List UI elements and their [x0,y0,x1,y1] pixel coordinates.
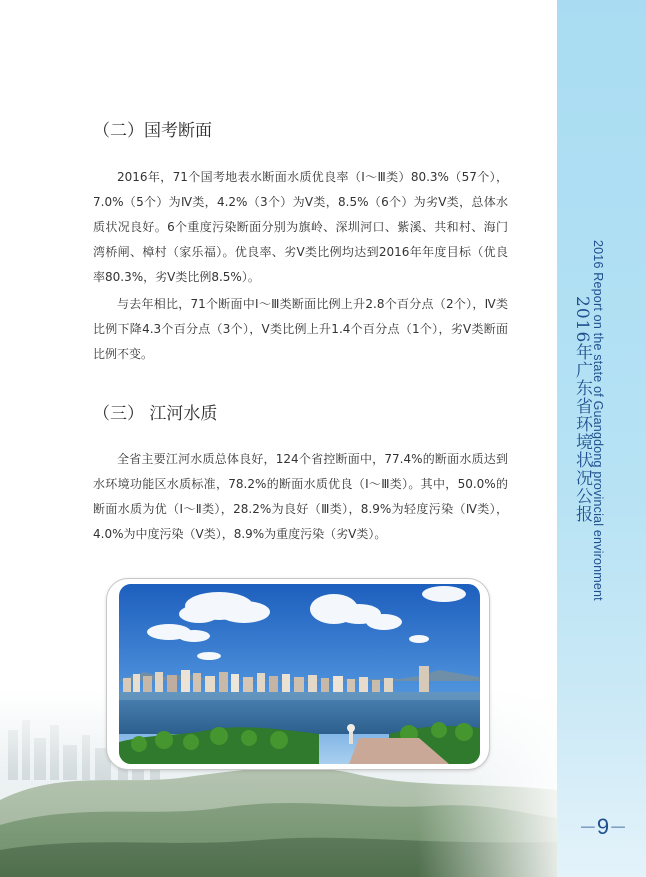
section-heading-national-sections: （二）国考断面 [93,121,212,141]
paragraph-national-sections-2: 与去年相比，71个断面中Ⅰ～Ⅲ类断面比例上升2.8个百分点（2个），Ⅳ类比例下降4.3个百分点（3个），Ⅴ类比例上升1.4个百分点（1个），劣Ⅴ类断面比例不变。 [93,297,508,361]
page-number-block [578,814,628,840]
section-heading-river-quality: （三） 江河水质 [93,404,218,424]
paragraph-river-quality: 全省主要江河水质总体良好，124个省控断面中，77.4%的断面水质达到水环境功能区水质标准，78.2%的断面水质优良（Ⅰ～Ⅲ类）。其中，50.0%的断面水质为优（Ⅰ～Ⅱ类），28.2%为良好（Ⅲ类），8.9%为轻度污染（Ⅳ类），4.0%为中度污染（Ⅴ类），8.9%为重度污染（劣Ⅴ类）。 [93,452,508,541]
report-title-english: 2016 Report on the state of Guangdong provincial environment [591,240,605,601]
dash-right: － [609,818,628,838]
dash-left: － [578,818,597,838]
report-title-chinese: 2016年广东省环境状况公报 [572,296,592,524]
river-city-photo [119,584,480,764]
page-number: 9 [596,814,610,839]
paragraph-national-sections-1: 2016年，71个国考地表水断面水质优良率（Ⅰ～Ⅲ类）80.3%（57个），7.0%（5个）为Ⅳ类，4.2%（3个）为Ⅴ类，8.5%（6个）为劣Ⅴ类，总体水质状况良好。6个重度污染断面分别为旗岭、深圳河口、紫溪、共和村、海门湾桥闸、樟村（家乐福）。优良率、劣Ⅴ类比例均达到2016年年度目标（优良率80.3%，劣Ⅴ类比例8.5%）。 [93,170,508,284]
